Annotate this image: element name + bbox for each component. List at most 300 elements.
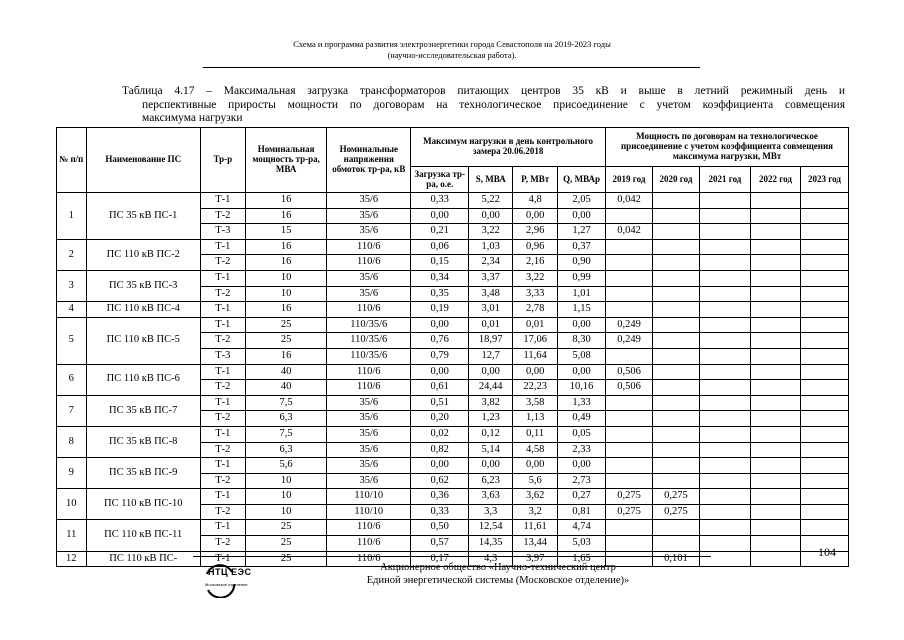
cell-nom-power: 25: [245, 520, 327, 536]
cell-s: 3,22: [469, 224, 513, 240]
cell-p: 11,61: [513, 520, 558, 536]
cell-s: 0,00: [469, 458, 513, 474]
table-row: [57, 302, 849, 318]
transformer-load-table: [56, 127, 849, 567]
table-row: [57, 270, 849, 286]
logo-text: НТЦ ЕЭС: [208, 567, 252, 577]
cell-p: 17,06: [513, 333, 558, 349]
cell-s: 3,3: [469, 504, 513, 520]
cell-nom-voltage: 110/6: [327, 255, 411, 271]
cell-2022: [750, 473, 800, 489]
col-header-tr: Тр-р: [200, 128, 245, 193]
cell-load: 0,51: [411, 395, 469, 411]
cell-s: 14,35: [469, 536, 513, 552]
cell-2019: [606, 255, 653, 271]
cell-tr: Т-1: [200, 520, 245, 536]
cell-nom-power: 16: [245, 193, 327, 209]
cell-s: 1,23: [469, 411, 513, 427]
cell-2023: [800, 411, 848, 427]
cell-s: 2,34: [469, 255, 513, 271]
cell-2022: [750, 302, 800, 318]
cell-p: 3,2: [513, 504, 558, 520]
cell-tr: Т-2: [200, 411, 245, 427]
cell-load: 0,17: [411, 551, 469, 567]
cell-nom-power: 15: [245, 224, 327, 240]
cell-tr: Т-1: [200, 489, 245, 505]
cell-num: 1: [57, 193, 87, 240]
cell-num: 12: [57, 551, 87, 567]
cell-2021: [699, 536, 750, 552]
cell-tr: Т-2: [200, 442, 245, 458]
cell-num: 10: [57, 489, 87, 520]
cell-p: 22,23: [513, 380, 558, 396]
cell-2021: [699, 255, 750, 271]
cell-load: 0,33: [411, 504, 469, 520]
cell-substation-name: ПС 110 кВ ПС-4: [86, 302, 200, 318]
cell-p: 2,78: [513, 302, 558, 318]
cell-2023: [800, 224, 848, 240]
cell-2022: [750, 239, 800, 255]
cell-2023: [800, 302, 848, 318]
cell-2022: [750, 426, 800, 442]
cell-tr: Т-1: [200, 317, 245, 333]
cell-nom-voltage: 110/35/6: [327, 348, 411, 364]
col-header-nom-power: Номинальная мощность тр-ра, МВА: [245, 128, 327, 193]
cell-2022: [750, 442, 800, 458]
cell-2020: [652, 348, 699, 364]
cell-load: 0,02: [411, 426, 469, 442]
cell-load: 0,15: [411, 255, 469, 271]
cell-2022: [750, 504, 800, 520]
cell-2019: [606, 286, 653, 302]
cell-nom-power: 16: [245, 239, 327, 255]
cell-tr: Т-3: [200, 348, 245, 364]
cell-nom-power: 10: [245, 489, 327, 505]
cell-tr: Т-2: [200, 473, 245, 489]
footer-divider: [193, 556, 711, 557]
cell-load: 0,57: [411, 536, 469, 552]
cell-2020: [652, 255, 699, 271]
cell-2021: [699, 364, 750, 380]
cell-2019: 0,275: [606, 489, 653, 505]
cell-2021: [699, 395, 750, 411]
cell-q: 0,90: [558, 255, 606, 271]
cell-p: 3,22: [513, 270, 558, 286]
cell-load: 0,34: [411, 270, 469, 286]
cell-2022: [750, 286, 800, 302]
table-row: [57, 193, 849, 209]
cell-nom-power: 5,6: [245, 458, 327, 474]
cell-2021: [699, 239, 750, 255]
cell-s: 6,23: [469, 473, 513, 489]
table-body: [57, 193, 849, 567]
cell-2023: [800, 270, 848, 286]
cell-2021: [699, 458, 750, 474]
cell-load: 0,00: [411, 317, 469, 333]
cell-q: 0,00: [558, 208, 606, 224]
cell-p: 0,96: [513, 239, 558, 255]
cell-2019: 0,275: [606, 504, 653, 520]
cell-tr: Т-1: [200, 551, 245, 567]
cell-tr: Т-2: [200, 380, 245, 396]
cell-tr: Т-1: [200, 302, 245, 318]
cell-p: 3,58: [513, 395, 558, 411]
cell-2021: [699, 489, 750, 505]
cell-2019: [606, 411, 653, 427]
cell-s: 1,03: [469, 239, 513, 255]
cell-q: 1,15: [558, 302, 606, 318]
cell-nom-power: 16: [245, 255, 327, 271]
cell-q: 0,00: [558, 317, 606, 333]
cell-2019: 0,042: [606, 193, 653, 209]
cell-substation-name: ПС 110 кВ ПС-11: [86, 520, 200, 551]
cell-2023: [800, 193, 848, 209]
cell-nom-voltage: 35/6: [327, 411, 411, 427]
cell-substation-name: ПС 110 кВ ПС-2: [86, 239, 200, 270]
cell-2020: [652, 239, 699, 255]
cell-2023: [800, 364, 848, 380]
cell-num: 3: [57, 270, 87, 301]
cell-nom-voltage: 110/35/6: [327, 333, 411, 349]
cell-2020: [652, 364, 699, 380]
cell-tr: Т-2: [200, 333, 245, 349]
cell-s: 3,37: [469, 270, 513, 286]
cell-q: 5,08: [558, 348, 606, 364]
cell-tr: Т-1: [200, 395, 245, 411]
cell-nom-power: 40: [245, 380, 327, 396]
cell-2020: [652, 286, 699, 302]
cell-2021: [699, 193, 750, 209]
cell-tr: Т-1: [200, 426, 245, 442]
cell-nom-voltage: 35/6: [327, 426, 411, 442]
cell-load: 0,79: [411, 348, 469, 364]
cell-2022: [750, 208, 800, 224]
cell-p: 3,33: [513, 286, 558, 302]
cell-substation-name: ПС 35 кВ ПС-1: [86, 193, 200, 240]
cell-p: 0,00: [513, 208, 558, 224]
cell-nom-voltage: 35/6: [327, 286, 411, 302]
cell-2019: 0,042: [606, 224, 653, 240]
cell-nom-power: 25: [245, 536, 327, 552]
cell-p: 5,6: [513, 473, 558, 489]
cell-q: 2,33: [558, 442, 606, 458]
cell-2023: [800, 489, 848, 505]
cell-substation-name: ПС 110 кВ ПС-: [86, 551, 200, 567]
cell-load: 0,61: [411, 380, 469, 396]
cell-q: 0,49: [558, 411, 606, 427]
cell-2021: [699, 442, 750, 458]
cell-q: 4,74: [558, 520, 606, 536]
cell-nom-power: 25: [245, 317, 327, 333]
cell-s: 4,3: [469, 551, 513, 567]
cell-2022: [750, 520, 800, 536]
header-divider: [203, 67, 700, 68]
group-header-contracts: Мощность по договорам на технологическое присоединение с учетом коэффициента совмещения максимума нагрузки, МВт: [606, 128, 849, 167]
table-row: [57, 317, 849, 333]
cell-load: 0,76: [411, 333, 469, 349]
cell-load: 0,00: [411, 458, 469, 474]
cell-p: 4,8: [513, 193, 558, 209]
cell-2019: [606, 395, 653, 411]
cell-num: 2: [57, 239, 87, 270]
cell-load: 0,00: [411, 208, 469, 224]
cell-tr: Т-1: [200, 270, 245, 286]
cell-2021: [699, 286, 750, 302]
cell-tr: Т-1: [200, 364, 245, 380]
col-header-2022: 2022 год: [750, 166, 800, 192]
cell-nom-voltage: 110/10: [327, 504, 411, 520]
cell-p: 2,96: [513, 224, 558, 240]
cell-2022: [750, 317, 800, 333]
doc-header-title: Схема и программа развития электроэнергетики города Севастополя на 2019-2023 годы: [293, 39, 611, 49]
cell-load: 0,21: [411, 224, 469, 240]
cell-tr: Т-1: [200, 458, 245, 474]
cell-2019: [606, 348, 653, 364]
col-header-nom-voltage: Номинальные напряжения обмоток тр-ра, кВ: [327, 128, 411, 193]
cell-2019: 0,506: [606, 364, 653, 380]
cell-2019: [606, 458, 653, 474]
cell-s: 5,22: [469, 193, 513, 209]
cell-2019: 0,506: [606, 380, 653, 396]
cell-p: 0,00: [513, 458, 558, 474]
cell-s: 12,7: [469, 348, 513, 364]
table-row: [57, 426, 849, 442]
cell-2022: [750, 489, 800, 505]
cell-2022: [750, 536, 800, 552]
cell-2020: [652, 193, 699, 209]
cell-2019: [606, 302, 653, 318]
cell-p: 0,00: [513, 364, 558, 380]
table-caption: [122, 85, 845, 126]
cell-s: 0,00: [469, 208, 513, 224]
cell-p: 11,64: [513, 348, 558, 364]
table-row: [57, 364, 849, 380]
cell-2023: [800, 286, 848, 302]
cell-2021: [699, 426, 750, 442]
cell-q: 5,03: [558, 536, 606, 552]
cell-2021: [699, 208, 750, 224]
cell-nom-power: 6,3: [245, 411, 327, 427]
cell-2021: [699, 504, 750, 520]
cell-2021: [699, 224, 750, 240]
cell-nom-voltage: 35/6: [327, 224, 411, 240]
cell-2020: [652, 520, 699, 536]
col-header-2019: 2019 год: [606, 166, 653, 192]
cell-load: 0,35: [411, 286, 469, 302]
cell-nom-power: 25: [245, 333, 327, 349]
cell-2020: [652, 536, 699, 552]
col-header-load: Загрузка тр-ра, о.е.: [411, 166, 469, 192]
cell-2022: [750, 395, 800, 411]
footer-org-line-2: Единой энергетической системы (Московское отделение)»: [366, 575, 630, 586]
col-header-2021: 2021 год: [699, 166, 750, 192]
col-header-2020: 2020 год: [652, 166, 699, 192]
cell-s: 3,63: [469, 489, 513, 505]
cell-s: 0,01: [469, 317, 513, 333]
cell-q: 0,05: [558, 426, 606, 442]
cell-substation-name: ПС 110 кВ ПС-5: [86, 317, 200, 364]
cell-nom-voltage: 110/6: [327, 551, 411, 567]
cell-nom-power: 10: [245, 473, 327, 489]
cell-substation-name: ПС 35 кВ ПС-7: [86, 395, 200, 426]
cell-q: 0,99: [558, 270, 606, 286]
cell-2023: [800, 255, 848, 271]
cell-nom-power: 7,5: [245, 426, 327, 442]
cell-2023: [800, 442, 848, 458]
table-row: [57, 520, 849, 536]
cell-s: 3,82: [469, 395, 513, 411]
cell-2023: [800, 504, 848, 520]
cell-num: 4: [57, 302, 87, 318]
cell-2019: [606, 270, 653, 286]
cell-2019: [606, 520, 653, 536]
cell-tr: Т-2: [200, 208, 245, 224]
cell-nom-voltage: 35/6: [327, 473, 411, 489]
col-header-s: S, МВА: [469, 166, 513, 192]
cell-2021: [699, 333, 750, 349]
cell-nom-voltage: 110/35/6: [327, 317, 411, 333]
cell-2020: [652, 224, 699, 240]
cell-substation-name: ПС 35 кВ ПС-9: [86, 458, 200, 489]
cell-num: 7: [57, 395, 87, 426]
cell-2019: [606, 536, 653, 552]
cell-load: 0,36: [411, 489, 469, 505]
cell-s: 12,54: [469, 520, 513, 536]
cell-2019: 0,249: [606, 333, 653, 349]
cell-s: 3,01: [469, 302, 513, 318]
cell-q: 2,05: [558, 193, 606, 209]
cell-p: 4,58: [513, 442, 558, 458]
table-row: [57, 458, 849, 474]
cell-nom-voltage: 35/6: [327, 395, 411, 411]
cell-substation-name: ПС 35 кВ ПС-8: [86, 426, 200, 457]
cell-2022: [750, 255, 800, 271]
cell-q: 0,37: [558, 239, 606, 255]
cell-2020: [652, 208, 699, 224]
cell-2020: 0,275: [652, 489, 699, 505]
cell-num: 6: [57, 364, 87, 395]
cell-tr: Т-1: [200, 239, 245, 255]
cell-s: 0,00: [469, 364, 513, 380]
group-header-max-load: Максимум нагрузки в день контрольного замера 20.06.2018: [411, 128, 606, 167]
cell-2022: [750, 193, 800, 209]
cell-2020: [652, 426, 699, 442]
footer-org-line-1: Акционерное общество «Научно-технический центр: [380, 562, 616, 573]
cell-2019: [606, 426, 653, 442]
cell-2023: [800, 348, 848, 364]
table-row: [57, 489, 849, 505]
cell-p: 3,62: [513, 489, 558, 505]
cell-nom-voltage: 110/6: [327, 239, 411, 255]
cell-2023: [800, 239, 848, 255]
cell-2022: [750, 458, 800, 474]
cell-2022: [750, 333, 800, 349]
cell-p: 2,16: [513, 255, 558, 271]
cell-2019: 0,249: [606, 317, 653, 333]
cell-nom-voltage: 110/10: [327, 489, 411, 505]
cell-s: 0,12: [469, 426, 513, 442]
cell-2020: [652, 302, 699, 318]
cell-nom-voltage: 35/6: [327, 193, 411, 209]
cell-nom-power: 16: [245, 302, 327, 318]
cell-2022: [750, 380, 800, 396]
cell-nom-voltage: 110/6: [327, 364, 411, 380]
cell-nom-power: 25: [245, 551, 327, 567]
cell-2020: [652, 458, 699, 474]
cell-nom-power: 10: [245, 270, 327, 286]
cell-2020: [652, 473, 699, 489]
cell-load: 0,19: [411, 302, 469, 318]
cell-p: 0,01: [513, 317, 558, 333]
cell-load: 0,62: [411, 473, 469, 489]
cell-2021: [699, 348, 750, 364]
cell-2021: [699, 380, 750, 396]
cell-p: 0,11: [513, 426, 558, 442]
cell-tr: Т-2: [200, 504, 245, 520]
cell-s: 3,48: [469, 286, 513, 302]
cell-nom-voltage: 35/6: [327, 270, 411, 286]
cell-2023: [800, 380, 848, 396]
col-header-p: P, МВт: [513, 166, 558, 192]
cell-q: 8,30: [558, 333, 606, 349]
cell-2019: [606, 239, 653, 255]
cell-2019: [606, 208, 653, 224]
col-header-num: № п/п: [57, 128, 87, 193]
cell-nom-power: 16: [245, 348, 327, 364]
cell-2022: [750, 411, 800, 427]
cell-2021: [699, 473, 750, 489]
col-header-2023: 2023 год: [800, 166, 848, 192]
cell-tr: Т-2: [200, 255, 245, 271]
cell-2023: [800, 395, 848, 411]
cell-2019: [606, 442, 653, 458]
cell-2020: 0,101: [652, 551, 699, 567]
logo-subtext: Московское отделение: [205, 582, 248, 587]
cell-substation-name: ПС 110 кВ ПС-10: [86, 489, 200, 520]
cell-2020: [652, 411, 699, 427]
cell-2023: [800, 426, 848, 442]
cell-tr: Т-1: [200, 193, 245, 209]
cell-p: 3,97: [513, 551, 558, 567]
cell-substation-name: ПС 110 кВ ПС-6: [86, 364, 200, 395]
cell-q: 0,27: [558, 489, 606, 505]
cell-2021: [699, 520, 750, 536]
table-row: [57, 239, 849, 255]
cell-2020: [652, 333, 699, 349]
doc-header-subtitle: (научно-исследовательская работа).: [387, 50, 517, 60]
cell-num: 11: [57, 520, 87, 551]
cell-2023: [800, 520, 848, 536]
cell-tr: Т-2: [200, 286, 245, 302]
cell-num: 5: [57, 317, 87, 364]
table-row: [57, 395, 849, 411]
cell-load: 0,33: [411, 193, 469, 209]
cell-nom-voltage: 110/6: [327, 536, 411, 552]
cell-2021: [699, 411, 750, 427]
cell-q: 10,16: [558, 380, 606, 396]
cell-nom-power: 10: [245, 504, 327, 520]
col-header-name: Наименование ПС: [86, 128, 200, 193]
cell-2022: [750, 224, 800, 240]
cell-2020: 0,275: [652, 504, 699, 520]
cell-nom-voltage: 110/6: [327, 520, 411, 536]
cell-2023: [800, 333, 848, 349]
cell-2020: [652, 395, 699, 411]
cell-nom-voltage: 110/6: [327, 302, 411, 318]
cell-nom-voltage: 35/6: [327, 442, 411, 458]
cell-nom-power: 40: [245, 364, 327, 380]
cell-q: 1,33: [558, 395, 606, 411]
